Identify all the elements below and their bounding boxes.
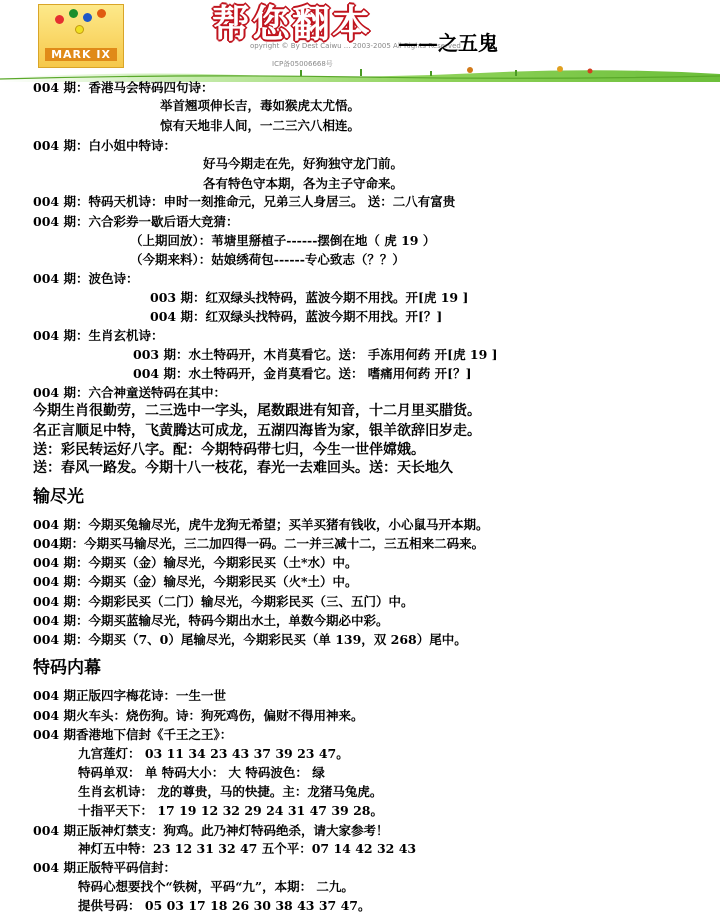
text-line: 003 期：红双绿头找特码，蓝波今期不用找。开[虎 19 ] xyxy=(150,290,469,305)
text-line: 举首翘项伸长吉，毒如猴虎太尤悟。 xyxy=(160,98,361,113)
logo-dot-blue xyxy=(83,13,92,22)
text-line: 004 期：今期买（金）输尽光，今期彩民买（火*土）中。 xyxy=(33,574,358,589)
text-line: 名正言顺足中特，飞黄腾达可成龙，五湖四海皆为家，银羊欲辞旧岁走。 xyxy=(33,423,481,439)
text-line: 004 期：今期买兔输尽光，虎牛龙狗无希望；买羊买猪有钱收，小心鼠马开本期。 xyxy=(33,517,489,532)
text-line: 004 期：香港马会特码四句诗： xyxy=(33,80,214,95)
text-line: 提供号码： 05 03 17 18 26 30 38 43 37 47。 xyxy=(78,898,371,913)
logo-text: MARK IX xyxy=(51,48,111,61)
site-logo[interactable] xyxy=(38,4,124,68)
logo-dot-yellow xyxy=(75,25,84,34)
page-subtitle: ——之五鬼 xyxy=(398,31,498,55)
text-line: 惊有天地非人间，一二三六八相连。 xyxy=(160,118,361,133)
text-line: 004 期：生肖玄机诗： xyxy=(33,328,164,343)
text-line: 004 期正版四字梅花诗：一生一世 xyxy=(33,688,226,703)
text-line: （上期回放）：苇塘里掰植子------摆倒在地（ 虎 19 ） xyxy=(130,233,436,248)
page-title: 帮您翻本 xyxy=(212,1,373,46)
text-line: 004 期正版神灯禁支：狗鸡。此乃神灯特码绝杀，请大家参考！ xyxy=(33,823,389,838)
text-line: 004 期：特码天机诗：申时一刻推命元，兄弟三人身居三。 送：二八有富贵 xyxy=(33,194,456,209)
text-line: 神灯五中特：23 12 31 32 47 五个平：07 14 42 32 43 xyxy=(78,841,417,856)
text-line: 送：彩民转运好八字。配：今期特码带七归，今生一世伴嫦娥。 xyxy=(33,442,425,458)
text-line: （今期来料）：姑娘绣荷包------专心致志（？？） xyxy=(130,252,405,267)
icp-text: ICP备05006668号 xyxy=(272,60,333,68)
text-line: 各有特色守本期，各为主子守命来。 xyxy=(203,176,404,191)
logo-dot-red xyxy=(55,15,64,24)
text-line: 004 期：六合神童送特码在其中： xyxy=(33,385,226,400)
text-line: 004 期：今期彩民买（二门）输尽光，今期彩民买（三、五门）中。 xyxy=(33,594,414,609)
text-line: 003 期：水土特码开，木肖莫看它。送： 手冻用何药 开[虎 19 ] xyxy=(133,347,498,362)
text-line: 好马今期走在先，好狗独守龙门前。 xyxy=(203,156,404,171)
text-line: 004 期：今期买蓝输尽光，特码今期出水土，单数今期必中彩。 xyxy=(33,613,389,628)
text-line: 004 期：白小姐中特诗： xyxy=(33,138,176,153)
logo-dot-orange xyxy=(97,9,106,18)
section-heading: 输尽光 xyxy=(33,487,84,507)
text-line: 十指平天下： 17 19 12 32 29 24 31 47 39 28。 xyxy=(78,803,383,818)
text-line: 004 期正版特平码信封： xyxy=(33,860,176,875)
page-header xyxy=(0,0,720,82)
text-line: 004 期：六合彩券一歇后语大竞猜： xyxy=(33,214,239,229)
section-heading: 特码内幕 xyxy=(33,658,101,678)
text-line: 004 期：红双绿头找特码，蓝波今期不用找。开[？] xyxy=(150,309,443,324)
text-line: 生肖玄机诗： 龙的尊贵，马的快捷。主：龙猪马兔虎。 xyxy=(78,784,383,799)
text-line: 特码单双： 单 特码大小： 大 特码波色： 绿 xyxy=(78,765,325,780)
text-line: 今期生肖很勤劳，二三选中一字头，尾数跟进有知音，十二月里买腊货。 xyxy=(33,403,481,419)
text-line: 004 期：波色诗： xyxy=(33,271,139,286)
text-line: 004 期火车头：烧伤狗。诗：狗死鸡伤，偏财不得用神来。 xyxy=(33,708,364,723)
text-line: 004 期：今期买（7、0）尾输尽光，今期彩民买（单 139，双 268）尾中。 xyxy=(33,632,467,647)
text-line: 004 期：今期买（金）输尽光，今期彩民买（土*水）中。 xyxy=(33,555,358,570)
text-line: 送：春风一路发。今期十八一枝花，春光一去难回头。送：天长地久 xyxy=(33,460,453,476)
text-line: 九宫莲灯： 03 11 34 23 43 37 39 23 47。 xyxy=(78,746,349,761)
text-line: 特码心想要找个“铁树，平码“九”，本期： 二九。 xyxy=(78,879,354,894)
copyright-text: opyright © By Dest Caiwu ... 2003-2005 All Rights Reserved xyxy=(250,42,461,50)
text-line: 004 期：水土特码开，金肖莫看它。送： 嗜痛用何药 开[？] xyxy=(133,366,472,381)
text-line: 004 期香港地下信封《千王之王》： xyxy=(33,727,233,742)
text-line: 004期：今期买马输尽光，三二加四得一码。二一并三减十二，三五相来二码来。 xyxy=(33,536,485,551)
logo-dot-green xyxy=(69,9,78,18)
